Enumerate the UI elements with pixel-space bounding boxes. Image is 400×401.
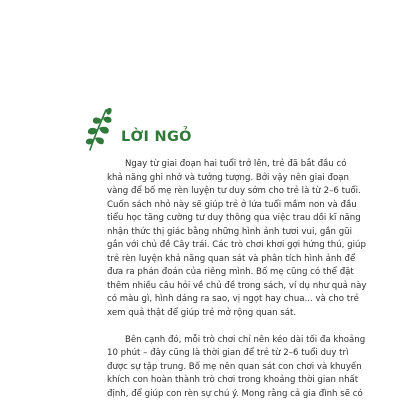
text-line: thêm nhiều câu hỏi về chủ đề trong sách, ví dụ như quả này	[107, 280, 367, 291]
text-line: Ngay từ giai đoạn hai tuổi trở lên, trẻ đã bắt đầu có	[125, 159, 347, 169]
text-line: khích con hoàn thành trò chơi trong khoảng thời gian nhất	[107, 375, 359, 386]
text-line: được sự tập trung. Bố mẹ nên quan sát con chơi và khuyến	[107, 361, 362, 372]
paragraph	[107, 334, 397, 401]
text-line: tiểu học tăng cường tư duy thông qua việc trau dồi kĩ năng	[107, 213, 361, 224]
text-line: xem quả thật để giúp trẻ mở rộng quan sát.	[107, 308, 297, 319]
body-text	[107, 158, 397, 401]
text-line: gắn với chủ đề Cây trái. Các trò chơi khơi gợi hứng thú, giúp	[107, 240, 366, 251]
text-line: khả năng ghi nhớ và tưởng tượng. Bởi vậy nên giai đoạn	[107, 172, 349, 183]
text-line: vàng để bố mẹ rèn luyện tư duy sớm cho trẻ là từ 2–6 tuổi.	[107, 186, 361, 197]
paragraph-gap	[107, 321, 397, 334]
section-header	[84, 106, 284, 152]
text-line: trẻ rèn luyện khả năng quan sát và phân tích hình ảnh để	[107, 253, 356, 264]
text-line: Cuốn sách nhỏ này sẽ giúp trẻ ở lứa tuổi mầm non và đầu	[107, 199, 357, 210]
text-line: 10 phút – đây cũng là thời gian để trẻ từ 2–6 tuổi duy trì	[107, 348, 349, 359]
text-line: Bên cạnh đó, mỗi trò chơi chỉ nên kéo dài tối đa khoảng	[125, 334, 366, 345]
text-line: có màu gì, hình dáng ra sao, vị ngọt hay chua... và cho trẻ	[107, 294, 359, 305]
text-line: nhận thức thị giác bằng những hình ảnh tươi vui, gần gũi	[107, 226, 353, 237]
page-heading: LỜI NGỎ	[121, 129, 192, 145]
text-line: đưa ra phán đoán của riêng mình. Bố mẹ cũng có thể đặt	[107, 267, 354, 278]
paragraph	[107, 158, 397, 321]
text-line: định, để giúp con rèn sự chú ý. Mong rằng cả gia đình sẽ có	[107, 388, 363, 399]
leaf-sprig-icon	[84, 106, 114, 152]
